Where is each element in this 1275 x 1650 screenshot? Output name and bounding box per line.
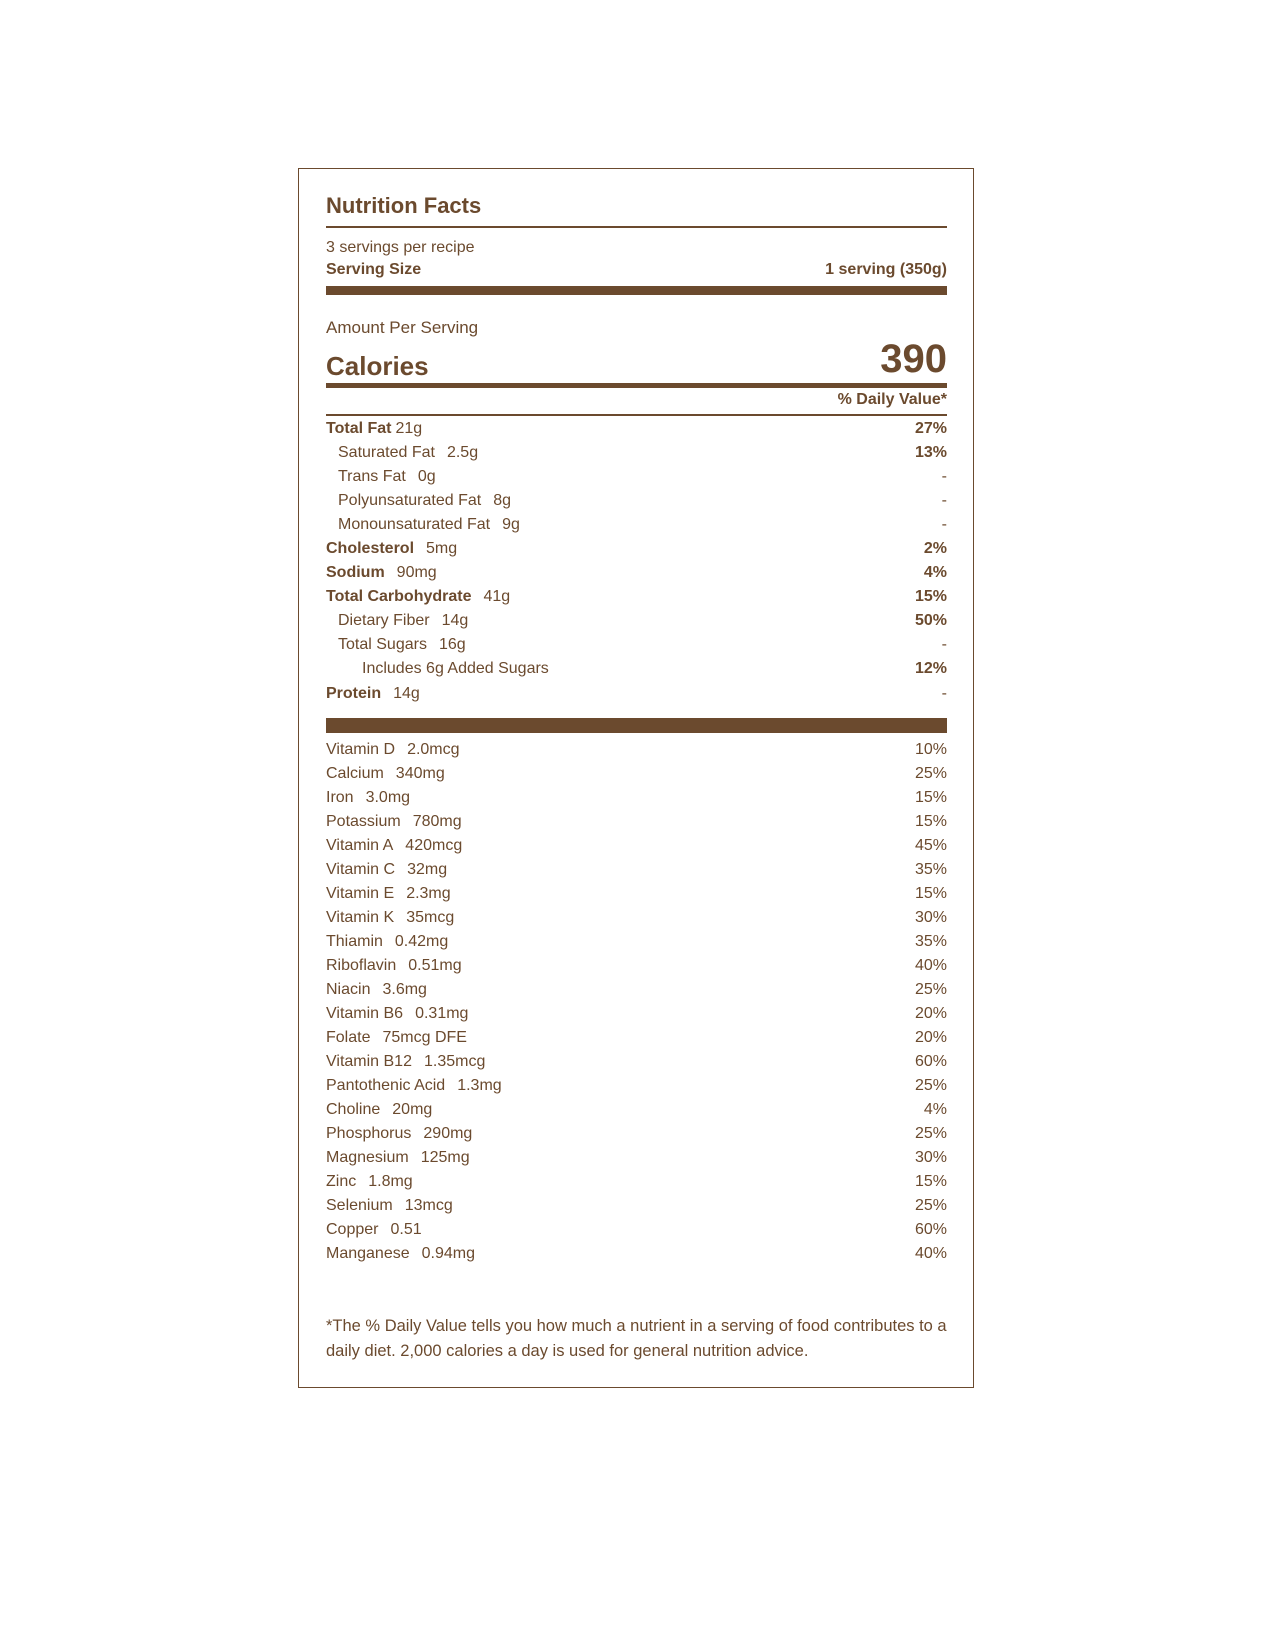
nutrient-daily-value: - xyxy=(941,468,947,485)
vitamin-name-amount xyxy=(326,981,427,999)
vitamin-name-amount xyxy=(326,1053,485,1071)
vitamin-row xyxy=(326,930,947,954)
nutrient-name: Dietary Fiber xyxy=(338,612,430,629)
vitamin-amount: 75mcg DFE xyxy=(382,1029,467,1046)
vitamin-row xyxy=(326,1170,947,1194)
nutrient-row xyxy=(326,633,947,657)
vitamin-amount: 780mg xyxy=(412,813,462,830)
vitamin-name-amount xyxy=(326,1173,413,1191)
vitamin-row xyxy=(326,1026,947,1050)
vitamin-name: Vitamin D xyxy=(326,741,396,758)
nutrient-daily-value: 4% xyxy=(923,564,947,581)
vitamin-daily-value: 20% xyxy=(914,1029,947,1046)
nutrient-name: Polyunsaturated Fat xyxy=(338,492,482,509)
vitamin-name: Vitamin B6 xyxy=(326,1005,404,1022)
vitamin-name: Pantothenic Acid xyxy=(326,1077,446,1094)
vitamin-amount: 420mcg xyxy=(405,837,463,854)
vitamin-name-amount xyxy=(326,885,451,903)
vitamin-row xyxy=(326,1146,947,1170)
nutrient-amount: 21g xyxy=(395,420,423,437)
nutrient-row xyxy=(326,609,947,633)
vitamin-name: Vitamin A xyxy=(326,837,394,854)
vitamin-row xyxy=(326,1218,947,1242)
vitamin-amount: 0.51mg xyxy=(408,957,462,974)
vitamin-daily-value: 35% xyxy=(914,933,947,950)
amount-per-serving: Amount Per Serving xyxy=(326,318,479,337)
nutrient-name: Total Carbohydrate xyxy=(326,588,472,605)
vitamin-amount: 340mg xyxy=(395,765,445,782)
nutrient-name: Includes 6g Added Sugars xyxy=(362,660,549,677)
nutrient-name: Protein xyxy=(326,685,382,702)
vitamin-row xyxy=(326,906,947,930)
nutrient-row xyxy=(326,489,947,513)
title-divider xyxy=(326,226,947,228)
nutrient-amount: 14g xyxy=(441,612,469,629)
vitamin-name: Magnesium xyxy=(326,1149,409,1166)
vitamin-amount: 3.6mg xyxy=(382,981,427,998)
vitamin-amount: 35mcg xyxy=(406,909,455,926)
nutrient-name-amount xyxy=(326,492,511,510)
nutrition-label xyxy=(298,168,974,1388)
vitamin-name-amount xyxy=(326,1077,502,1095)
vitamin-name-amount xyxy=(326,1245,475,1263)
footnote: *The % Daily Value tells you how much a nutrient in a serving of food contributes to a daily diet. 2,000 calories a day is used for general nutrition advice. xyxy=(326,1317,947,1360)
vitamin-daily-value: 40% xyxy=(914,1245,947,1262)
vitamin-name-amount xyxy=(326,741,460,759)
vitamin-name: Folate xyxy=(326,1029,371,1046)
vitamin-name: Calcium xyxy=(326,765,384,782)
nutrient-amount: 90mg xyxy=(396,564,437,581)
vitamin-daily-value: 30% xyxy=(914,909,947,926)
vitamin-name: Vitamin C xyxy=(326,861,396,878)
nutrient-daily-value: - xyxy=(941,492,947,509)
vitamin-daily-value: 15% xyxy=(914,813,947,830)
vitamin-row xyxy=(326,810,947,834)
vitamin-row xyxy=(326,738,947,762)
vitamin-daily-value: 25% xyxy=(914,765,947,782)
nutrient-name-amount xyxy=(326,516,520,534)
calories-divider xyxy=(326,383,947,388)
nutrient-row xyxy=(326,561,947,585)
vitamin-amount: 1.8mg xyxy=(368,1173,413,1190)
nutrient-amount: 2.5g xyxy=(446,444,479,461)
nutrient-amount: 0g xyxy=(417,468,436,485)
vitamin-name-amount xyxy=(326,909,454,927)
vitamin-row xyxy=(326,786,947,810)
nutrient-amount: 14g xyxy=(393,685,420,702)
nutrient-name-amount xyxy=(326,540,457,558)
vitamin-row xyxy=(326,1194,947,1218)
nutrient-amount: 16g xyxy=(438,636,466,653)
nutrient-daily-value: - xyxy=(941,516,947,533)
serving-divider xyxy=(326,286,947,295)
vitamin-row xyxy=(326,882,947,906)
vitamin-row xyxy=(326,1242,947,1266)
vitamin-row xyxy=(326,1002,947,1026)
nutrient-name-amount xyxy=(326,444,478,462)
servings-per-recipe: 3 servings per recipe xyxy=(326,239,475,256)
vitamin-amount: 2.0mcg xyxy=(407,741,460,758)
nutrient-row xyxy=(326,513,947,537)
nutrient-name-amount xyxy=(326,564,437,582)
vitamin-name: Potassium xyxy=(326,813,401,830)
vitamin-name: Thiamin xyxy=(326,933,383,950)
nutrient-daily-value: 27% xyxy=(914,420,947,437)
vitamin-name-amount xyxy=(326,765,445,783)
vitamin-name-amount xyxy=(326,957,462,975)
nutrient-row xyxy=(326,585,947,609)
vitamin-daily-value: 10% xyxy=(914,741,947,758)
vitamin-name-amount xyxy=(326,1125,472,1143)
daily-value-divider xyxy=(326,414,947,416)
vitamin-daily-value: 25% xyxy=(914,1197,947,1214)
vitamin-name: Selenium xyxy=(326,1197,393,1214)
vitamin-row xyxy=(326,834,947,858)
nutrient-row xyxy=(326,657,947,681)
vitamin-row xyxy=(326,1122,947,1146)
vitamin-row xyxy=(326,762,947,786)
vitamin-amount: 0.51 xyxy=(390,1221,422,1238)
vitamin-amount: 32mg xyxy=(407,861,448,878)
nutrient-name-amount xyxy=(326,636,466,654)
vitamin-daily-value: 60% xyxy=(914,1053,947,1070)
vitamin-daily-value: 35% xyxy=(914,861,947,878)
calories-label: Calories xyxy=(326,351,429,381)
vitamin-name: Manganese xyxy=(326,1245,410,1262)
vitamin-name-amount xyxy=(326,1101,432,1119)
vitamin-amount: 0.31mg xyxy=(415,1005,469,1022)
nutrient-name: Saturated Fat xyxy=(338,444,435,461)
nutrient-row xyxy=(326,417,947,441)
vitamin-amount: 1.3mg xyxy=(457,1077,502,1094)
vitamin-row xyxy=(326,858,947,882)
vitamin-daily-value: 20% xyxy=(914,1005,947,1022)
vitamin-daily-value: 25% xyxy=(914,981,947,998)
nutrient-amount: 9g xyxy=(502,516,520,533)
nutrient-name: Trans Fat xyxy=(338,468,406,485)
vitamin-name-amount xyxy=(326,1149,470,1167)
vitamin-amount: 125mg xyxy=(420,1149,470,1166)
vitamin-daily-value: 45% xyxy=(914,837,947,854)
serving-size-value: 1 serving (350g) xyxy=(825,261,947,278)
nutrient-name: Total Sugars xyxy=(338,636,427,653)
nutrient-name-amount xyxy=(326,612,468,630)
label-title: Nutrition Facts xyxy=(326,193,482,218)
nutrient-row xyxy=(326,682,947,706)
vitamin-name-amount xyxy=(326,1029,467,1047)
nutrient-daily-value: 2% xyxy=(923,540,947,557)
serving-size-label: Serving Size xyxy=(326,261,422,278)
nutrient-daily-value: - xyxy=(941,685,947,702)
vitamin-name: Riboflavin xyxy=(326,957,397,974)
nutrient-row xyxy=(326,537,947,561)
vitamin-amount: 2.3mg xyxy=(406,885,451,902)
vitamin-name-amount xyxy=(326,933,448,951)
vitamin-daily-value: 60% xyxy=(914,1221,947,1238)
calories-value: 390 xyxy=(880,337,947,381)
nutrient-daily-value: 12% xyxy=(914,660,947,677)
nutrient-daily-value: 50% xyxy=(914,612,947,629)
vitamin-name-amount xyxy=(326,813,462,831)
nutrient-name: Monounsaturated Fat xyxy=(338,516,491,533)
nutrient-amount: 41g xyxy=(483,588,511,605)
vitamins-divider xyxy=(326,718,947,733)
nutrient-row xyxy=(326,465,947,489)
vitamin-amount: 1.35mcg xyxy=(423,1053,486,1070)
vitamin-name-amount xyxy=(326,1221,422,1239)
nutrient-name-amount xyxy=(326,660,549,678)
vitamin-row xyxy=(326,1098,947,1122)
nutrient-name-amount xyxy=(326,468,436,486)
nutrient-amount: 8g xyxy=(493,492,511,509)
vitamin-name: Vitamin K xyxy=(326,909,395,926)
nutrient-daily-value: 15% xyxy=(914,588,947,605)
vitamin-daily-value: 25% xyxy=(914,1125,947,1142)
vitamin-name-amount xyxy=(326,837,462,855)
nutrient-name-amount xyxy=(326,685,420,703)
vitamin-row xyxy=(326,1050,947,1074)
vitamin-amount: 0.42mg xyxy=(394,933,449,950)
vitamin-name: Niacin xyxy=(326,981,371,998)
nutrient-name: Sodium xyxy=(326,564,385,581)
vitamin-name: Choline xyxy=(326,1101,381,1118)
vitamin-daily-value: 15% xyxy=(914,885,947,902)
vitamin-amount: 290mg xyxy=(423,1125,473,1142)
vitamin-name: Vitamin B12 xyxy=(326,1053,412,1070)
vitamin-amount: 13mcg xyxy=(404,1197,453,1214)
vitamin-row xyxy=(326,954,947,978)
vitamin-row xyxy=(326,1074,947,1098)
nutrient-name: Total Fat xyxy=(326,420,392,437)
daily-value-header: % Daily Value* xyxy=(837,391,947,408)
nutrient-name-amount xyxy=(326,420,422,438)
nutrient-daily-value: 13% xyxy=(914,444,947,461)
nutrient-name-amount xyxy=(326,588,510,606)
vitamin-name: Copper xyxy=(326,1221,379,1238)
vitamin-name-amount xyxy=(326,1197,453,1215)
nutrient-name: Cholesterol xyxy=(326,540,415,557)
vitamin-daily-value: 40% xyxy=(914,957,947,974)
vitamin-amount: 0.94mg xyxy=(421,1245,475,1262)
vitamin-name: Phosphorus xyxy=(326,1125,412,1142)
vitamin-amount: 20mg xyxy=(392,1101,433,1118)
vitamin-daily-value: 4% xyxy=(923,1101,947,1118)
vitamin-name: Zinc xyxy=(326,1173,357,1190)
vitamin-daily-value: 15% xyxy=(914,789,947,806)
vitamin-name: Iron xyxy=(326,789,354,806)
vitamin-name: Vitamin E xyxy=(326,885,395,902)
vitamin-name-amount xyxy=(326,789,410,807)
nutrient-row xyxy=(326,441,947,465)
vitamin-name-amount xyxy=(326,1005,468,1023)
vitamin-daily-value: 30% xyxy=(914,1149,947,1166)
vitamin-amount: 3.0mg xyxy=(365,789,411,806)
vitamin-daily-value: 25% xyxy=(914,1077,947,1094)
nutrient-daily-value: - xyxy=(941,636,947,653)
serving-size-row xyxy=(326,261,947,279)
vitamin-name-amount xyxy=(326,861,447,879)
vitamin-daily-value: 15% xyxy=(914,1173,947,1190)
vitamin-row xyxy=(326,978,947,1002)
nutrient-amount: 5mg xyxy=(426,540,458,557)
